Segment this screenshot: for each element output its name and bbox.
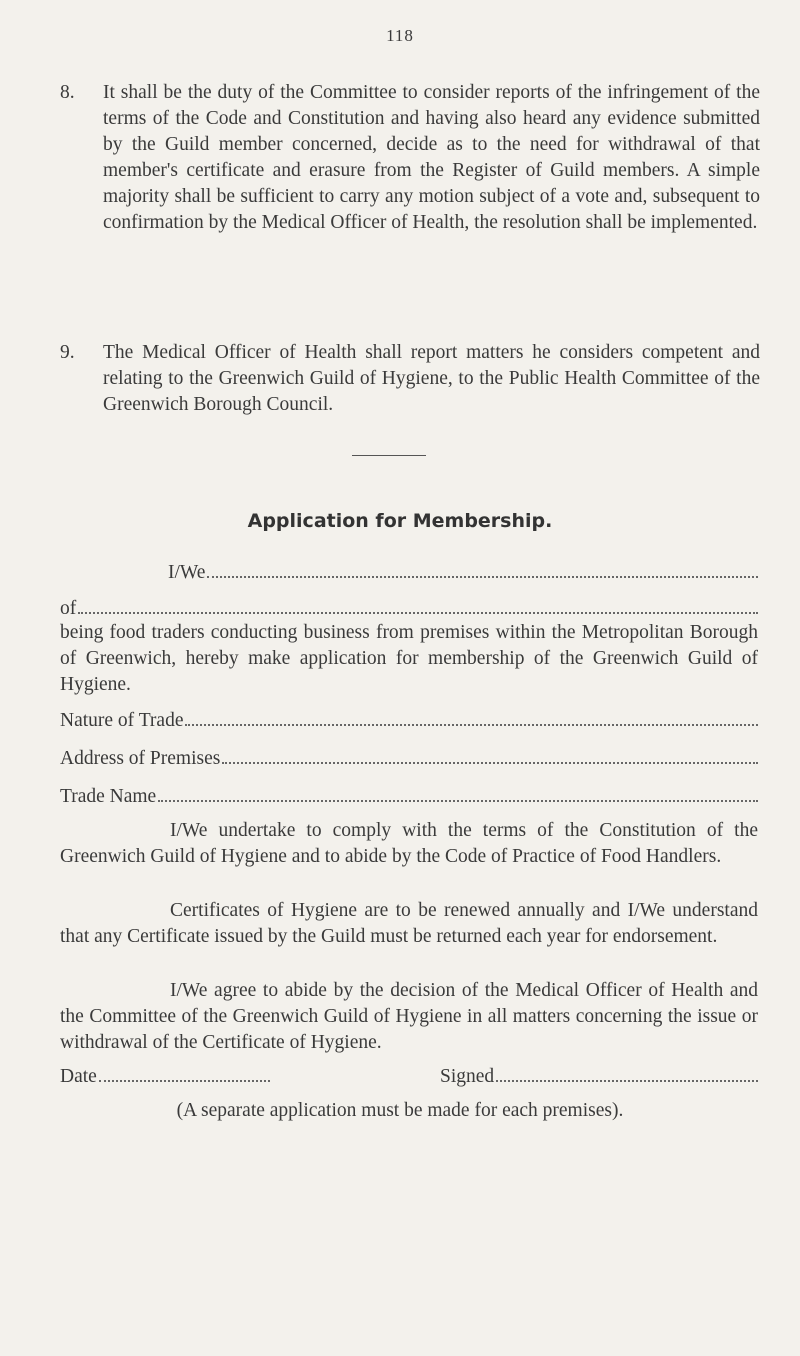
date-fill-line[interactable] — [99, 1062, 270, 1082]
iwe-fill-line[interactable] — [207, 558, 758, 578]
trade-name-field[interactable] — [60, 782, 758, 810]
signed-fill-line[interactable] — [496, 1062, 758, 1082]
nature-of-trade-fill-line[interactable] — [185, 706, 758, 726]
nature-of-trade-label: Nature of Trade — [60, 710, 184, 731]
agree-paragraph: I/We agree to abide by the decision of the Medical Officer of Health and the Committee of the Greenwich Guild of Hygiene in all matters concerning the issue or withdrawal of the Certificate of Hygiene. — [60, 980, 758, 1053]
address-label: Address of Premises — [60, 748, 221, 769]
certificates-paragraph: Certificates of Hygiene are to be renewed annually and I/We understand that any Certificate issued by the Guild must be returned each year for endorsement. — [60, 900, 758, 947]
clause-number: 8. — [60, 82, 75, 103]
clause-8 — [60, 80, 760, 236]
trade-name-label: Trade Name — [60, 786, 157, 807]
of-label: of — [60, 598, 77, 619]
nature-of-trade-field[interactable] — [60, 706, 758, 734]
address-fill-line[interactable] — [222, 744, 758, 764]
clause-text: The Medical Officer of Health shall report matters he considers competent and relating to the Greenwich Guild of Hygiene, to the Public Health Committee of the Greenwich Borough Council. — [103, 342, 760, 415]
clause-9 — [60, 340, 760, 418]
signed-field[interactable] — [440, 1062, 758, 1090]
of-fill-line[interactable] — [78, 594, 758, 614]
of-field[interactable] — [60, 594, 758, 622]
separate-application-note: (A separate application must be made for each premises). — [176, 1100, 624, 1121]
iwe-field[interactable] — [168, 558, 758, 586]
clause-text: It shall be the duty of the Committee to consider reports of the infringement of the terms of the Code and Constitution and having also heard any evidence submitted by the Guild member concerned, decide as to the need for withdrawal of that member's certificate and erasure from the Register of Guild members. A simple majority shall be sufficient to carry any motion subject of a vote and, subsequent to confirmation by the Medical Officer of Health, the resolution shall be implemented. — [103, 82, 760, 233]
section-divider — [352, 455, 426, 456]
undertake-paragraph: I/We undertake to comply with the terms of the Constitution of the Greenwich Guild of Hygiene and to abide by the Code of Practice of Food Handlers. — [60, 820, 758, 867]
form-heading: Application for Membership. — [247, 510, 553, 532]
clause-number: 9. — [60, 342, 75, 363]
address-field[interactable] — [60, 744, 758, 772]
intro-paragraph: being food traders conducting business from premises within the Metropolitan Borough of Greenwich, hereby make application for membership of the Greenwich Guild of Hygiene. — [60, 622, 758, 695]
signed-label: Signed — [440, 1066, 495, 1087]
page-number: 118 — [386, 26, 414, 45]
date-field[interactable] — [60, 1062, 270, 1090]
trade-name-fill-line[interactable] — [158, 782, 758, 802]
date-label: Date — [60, 1066, 97, 1087]
iwe-label: I/We — [168, 562, 206, 583]
